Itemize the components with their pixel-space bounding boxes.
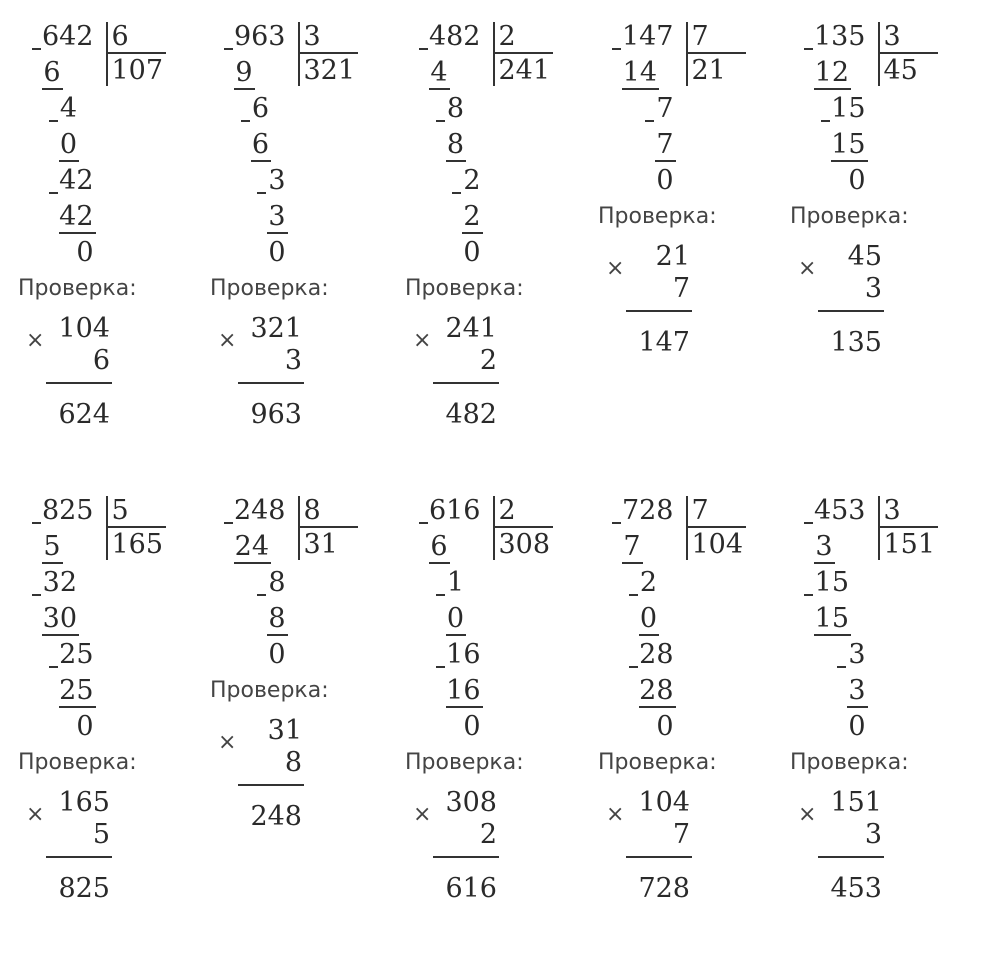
check-label: Проверка: [790, 750, 909, 775]
division-bracket-horizontal [106, 526, 166, 528]
dividend: 728 [621, 495, 674, 526]
minus-sign [49, 192, 58, 194]
product: 482 [445, 399, 497, 430]
divisor: 7 [691, 495, 709, 526]
subtrahend: 7 [623, 531, 641, 562]
dividend: 642 [41, 21, 94, 52]
subtrahend: 6 [430, 531, 448, 562]
remainder: 0 [463, 237, 481, 268]
check-label: Проверка: [598, 750, 717, 775]
division-bracket-horizontal [493, 526, 553, 528]
division-bracket-vertical [686, 22, 688, 86]
multiply-sign: × [798, 802, 817, 827]
quotient: 104 [691, 529, 744, 560]
minus-sign [32, 522, 41, 524]
minus-sign [224, 48, 233, 50]
product: 624 [58, 399, 110, 430]
division-example [18, 18, 208, 478]
minus-sign [804, 594, 813, 596]
product-line [626, 310, 692, 312]
minus-sign [837, 666, 846, 668]
subtrahend: 42 [59, 201, 94, 232]
minus-sign [436, 120, 445, 122]
division-bracket-vertical [106, 22, 108, 86]
multiplier: 2 [479, 819, 497, 850]
multiplicand: 308 [445, 787, 497, 818]
remainder: 3 [268, 165, 286, 196]
subtraction-line [59, 706, 96, 708]
subtrahend: 7 [656, 129, 674, 160]
remainder: 0 [656, 711, 674, 742]
remainder: 15 [831, 93, 866, 124]
dividend: 453 [813, 495, 866, 526]
division-bracket-vertical [493, 22, 495, 86]
subtraction-line [814, 634, 851, 636]
subtrahend: 28 [639, 675, 674, 706]
multiplicand: 45 [847, 241, 882, 272]
minus-sign [612, 522, 621, 524]
remainder: 16 [446, 639, 481, 670]
multiplicand: 165 [58, 787, 110, 818]
multiply-sign: × [413, 328, 432, 353]
division-bracket-horizontal [686, 526, 746, 528]
subtrahend: 15 [831, 129, 866, 160]
subtrahend: 5 [43, 531, 61, 562]
divisor: 5 [111, 495, 129, 526]
minus-sign [257, 192, 266, 194]
multiply-sign: × [606, 802, 625, 827]
remainder: 32 [42, 567, 77, 598]
subtraction-line [251, 160, 272, 162]
product-line [238, 382, 304, 384]
division-example [405, 492, 595, 952]
division-bracket-vertical [493, 496, 495, 560]
product: 135 [830, 327, 882, 358]
minus-sign [419, 48, 428, 50]
multiplier: 2 [479, 345, 497, 376]
subtrahend: 0 [59, 129, 77, 160]
division-bracket-vertical [298, 496, 300, 560]
multiplier: 3 [864, 273, 882, 304]
division-bracket-horizontal [106, 52, 166, 54]
dividend: 482 [428, 21, 481, 52]
remainder: 15 [814, 567, 849, 598]
multiply-sign: × [413, 802, 432, 827]
subtraction-line [59, 160, 80, 162]
remainder: 28 [639, 639, 674, 670]
subtrahend: 30 [42, 603, 77, 634]
multiplier: 7 [672, 273, 690, 304]
remainder: 6 [251, 93, 269, 124]
check-label: Проверка: [18, 750, 137, 775]
subtraction-line [429, 562, 450, 564]
divisor: 3 [883, 495, 901, 526]
division-example [598, 18, 788, 478]
subtraction-line [847, 706, 868, 708]
check-label: Проверка: [210, 276, 329, 301]
division-bracket-vertical [106, 496, 108, 560]
subtrahend: 14 [622, 57, 657, 88]
subtrahend: 9 [235, 57, 253, 88]
division-bracket-horizontal [298, 52, 358, 54]
minus-sign [436, 594, 445, 596]
multiply-sign: × [26, 328, 45, 353]
multiply-sign: × [218, 730, 237, 755]
division-example [790, 18, 980, 478]
remainder: 8 [268, 567, 286, 598]
check-label: Проверка: [598, 204, 717, 229]
remainder: 3 [848, 639, 866, 670]
subtraction-line [42, 634, 79, 636]
subtraction-line [622, 88, 659, 90]
quotient: 308 [498, 529, 551, 560]
quotient: 21 [691, 55, 726, 86]
multiply-sign: × [218, 328, 237, 353]
remainder: 0 [268, 237, 286, 268]
divisor: 3 [303, 21, 321, 52]
multiplicand: 21 [655, 241, 690, 272]
divisor: 3 [883, 21, 901, 52]
remainder: 0 [656, 165, 674, 196]
subtrahend: 0 [446, 603, 464, 634]
subtrahend: 6 [251, 129, 269, 160]
remainder: 4 [59, 93, 77, 124]
division-bracket-horizontal [878, 526, 938, 528]
division-example [210, 492, 400, 952]
product: 616 [445, 873, 497, 904]
minus-sign [821, 120, 830, 122]
division-bracket-horizontal [493, 52, 553, 54]
minus-sign [436, 666, 445, 668]
multiplier: 3 [864, 819, 882, 850]
divisor: 2 [498, 21, 516, 52]
subtrahend: 3 [815, 531, 833, 562]
remainder: 25 [59, 639, 94, 670]
subtraction-line [622, 562, 643, 564]
remainder: 42 [59, 165, 94, 196]
product-line [626, 856, 692, 858]
remainder: 2 [639, 567, 657, 598]
subtraction-line [234, 562, 271, 564]
product: 147 [638, 327, 690, 358]
division-example [405, 18, 595, 478]
division-bracket-vertical [878, 496, 880, 560]
quotient: 45 [883, 55, 918, 86]
minus-sign [49, 666, 58, 668]
multiplicand: 241 [445, 313, 497, 344]
divisor: 6 [111, 21, 129, 52]
subtrahend: 15 [814, 603, 849, 634]
subtraction-line [655, 160, 676, 162]
minus-sign [49, 120, 58, 122]
subtraction-line [831, 160, 868, 162]
quotient: 241 [498, 55, 551, 86]
minus-sign [452, 192, 461, 194]
minus-sign [612, 48, 621, 50]
minus-sign [32, 594, 41, 596]
divisor: 2 [498, 495, 516, 526]
division-example [210, 18, 400, 478]
minus-sign [224, 522, 233, 524]
check-label: Проверка: [405, 750, 524, 775]
subtrahend: 3 [268, 201, 286, 232]
divisor: 8 [303, 495, 321, 526]
quotient: 151 [883, 529, 936, 560]
multiplier: 7 [672, 819, 690, 850]
product-line [46, 382, 112, 384]
dividend: 248 [233, 495, 286, 526]
remainder: 0 [848, 165, 866, 196]
multiplicand: 321 [250, 313, 302, 344]
quotient: 107 [111, 55, 164, 86]
subtraction-line [639, 706, 676, 708]
divisor: 7 [691, 21, 709, 52]
dividend: 616 [428, 495, 481, 526]
check-label: Проверка: [405, 276, 524, 301]
subtraction-line [59, 232, 96, 234]
check-label: Проверка: [18, 276, 137, 301]
subtrahend: 3 [848, 675, 866, 706]
division-bracket-horizontal [298, 526, 358, 528]
multiplicand: 151 [830, 787, 882, 818]
product-line [46, 856, 112, 858]
division-example [598, 492, 788, 952]
subtraction-line [639, 634, 660, 636]
check-label: Проверка: [790, 204, 909, 229]
product-line [818, 310, 884, 312]
product: 728 [638, 873, 690, 904]
multiplier: 3 [284, 345, 302, 376]
product: 963 [250, 399, 302, 430]
subtraction-line [267, 634, 288, 636]
subtraction-line [42, 562, 63, 564]
subtraction-line [446, 706, 483, 708]
multiply-sign: × [606, 256, 625, 281]
subtrahend: 8 [268, 603, 286, 634]
subtrahend: 25 [59, 675, 94, 706]
dividend: 147 [621, 21, 674, 52]
multiply-sign: × [26, 802, 45, 827]
multiply-sign: × [798, 256, 817, 281]
division-bracket-vertical [686, 496, 688, 560]
remainder: 2 [463, 165, 481, 196]
subtrahend: 2 [463, 201, 481, 232]
product-line [433, 856, 499, 858]
minus-sign [629, 594, 638, 596]
subtraction-line [814, 562, 835, 564]
subtraction-line [462, 232, 483, 234]
subtrahend: 8 [446, 129, 464, 160]
subtrahend: 6 [43, 57, 61, 88]
remainder: 0 [463, 711, 481, 742]
minus-sign [419, 522, 428, 524]
product: 248 [250, 801, 302, 832]
remainder: 0 [76, 711, 94, 742]
multiplier: 5 [92, 819, 110, 850]
minus-sign [32, 48, 41, 50]
division-example [790, 492, 980, 952]
division-bracket-vertical [878, 22, 880, 86]
subtrahend: 16 [446, 675, 481, 706]
multiplicand: 31 [267, 715, 302, 746]
remainder: 7 [656, 93, 674, 124]
dividend: 135 [813, 21, 866, 52]
product-line [238, 784, 304, 786]
dividend: 825 [41, 495, 94, 526]
product-line [433, 382, 499, 384]
multiplier: 6 [92, 345, 110, 376]
minus-sign [629, 666, 638, 668]
remainder: 8 [446, 93, 464, 124]
remainder: 0 [268, 639, 286, 670]
remainder: 1 [446, 567, 464, 598]
division-bracket-horizontal [686, 52, 746, 54]
product: 453 [830, 873, 882, 904]
subtraction-line [42, 88, 63, 90]
dividend: 963 [233, 21, 286, 52]
subtraction-line [446, 160, 467, 162]
subtraction-line [429, 88, 450, 90]
check-label: Проверка: [210, 678, 329, 703]
quotient: 31 [303, 529, 338, 560]
minus-sign [645, 120, 654, 122]
subtrahend: 24 [234, 531, 269, 562]
division-bracket-horizontal [878, 52, 938, 54]
minus-sign [241, 120, 250, 122]
minus-sign [804, 522, 813, 524]
multiplicand: 104 [58, 313, 110, 344]
division-example [18, 492, 208, 952]
quotient: 321 [303, 55, 356, 86]
minus-sign [257, 594, 266, 596]
subtrahend: 0 [639, 603, 657, 634]
subtraction-line [814, 88, 851, 90]
product: 825 [58, 873, 110, 904]
multiplier: 8 [284, 747, 302, 778]
remainder: 0 [848, 711, 866, 742]
subtraction-line [234, 88, 255, 90]
subtraction-line [446, 634, 467, 636]
subtrahend: 4 [430, 57, 448, 88]
division-bracket-vertical [298, 22, 300, 86]
subtrahend: 12 [814, 57, 849, 88]
subtraction-line [267, 232, 288, 234]
quotient: 165 [111, 529, 164, 560]
remainder: 0 [76, 237, 94, 268]
minus-sign [804, 48, 813, 50]
multiplicand: 104 [638, 787, 690, 818]
product-line [818, 856, 884, 858]
